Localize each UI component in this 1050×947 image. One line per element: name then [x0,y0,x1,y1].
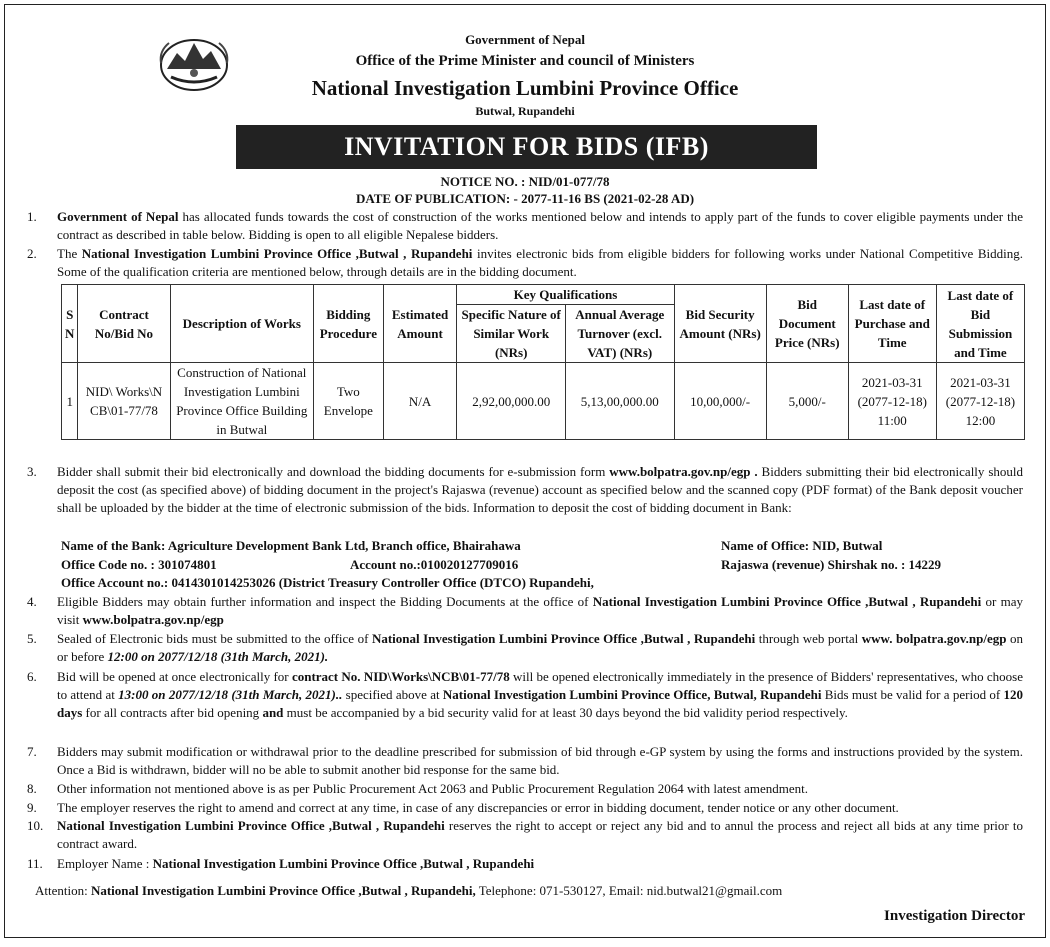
bolpatra-link[interactable]: www. bolpatra.gov.np/egp [861,631,1007,646]
table-row [62,363,1025,440]
para-text: Bidders submitting their bid electronically should deposit the cost (as specified above) of bidding document in the project's Rajaswa (revenue) account as specified below and the scanned copy (PDF format) of the Bank deposit voucher shall be uploaded by the bidder at the time of electronic submission of the bids. Information to deposit the cost of bidding document in Bank: [57,464,1023,515]
signature-title: Investigation Director [884,908,1025,924]
deadline-text: 12:00 on 2077/12/18 (31th March, 2021). [107,649,329,664]
para-number: 4. [27,594,37,609]
rajaswa-shirshak: Rajaswa (revenue) Shirshak no. : 14229 [721,557,942,572]
th-key-qual: Key Qualifications [457,285,674,305]
th-last-purchase: Last date of Purchase and Time [848,285,936,363]
para-bold: National Investigation Lumbini Province Office ,Butwal , Rupandehi [81,246,473,261]
para-number: 5. [27,631,37,646]
para-number: 11. [27,856,43,871]
cell-security: 10,00,000/- [674,363,766,440]
th-last-submission: Last date of Bid Submission and Time [936,285,1024,363]
cell-nature: 2,92,00,000.00 [457,363,566,440]
para-7 [27,743,1023,779]
para-1 [27,208,1023,244]
para-8 [27,780,1023,798]
bolpatra-link[interactable]: www.bolpatra.gov.np/egp . [609,464,758,479]
para-bold: Government of Nepal [57,209,179,224]
ifb-banner: INVITATION FOR BIDS (IFB) [236,125,817,169]
cell-last-submission: 2021-03-31 (2077-12-18) 12:00 [936,363,1024,440]
office-title: Office of the Prime Minister and council of Ministers [355,53,695,69]
para-text: or may visit [57,594,1023,627]
para-text: reserves the right to accept or reject any bid and to annul the process and reject all bids at any time prior to contract award. [57,818,1024,851]
para-10 [27,817,1024,853]
cell-procedure: Two Envelope [314,363,384,440]
para-text: Bidder shall submit their bid electronically and download the bidding documents for e-submission form [57,464,610,479]
para-bold: National Investigation Lumbini Province Office ,Butwal , Rupandehi [592,594,982,609]
para-text: Bidders may submit modification or withdrawal prior to the deadline prescribed for submission of bid through e-GP system by using the forms and instructions provided by the system. Once a Bid is withdrawn, bidder will no be able to submit another bid response for the same bid. [57,744,1023,777]
para-text: specified above at [342,687,443,702]
para-text: for all contracts after bid opening [82,705,263,720]
bolpatra-link[interactable]: www.bolpatra.gov.np/egp [82,612,224,627]
cell-turnover: 5,13,00,000.00 [565,363,674,440]
contract-number: contract No. NID\Works\NCB\01-77/78 [291,669,510,684]
para-text: invites electronic bids from eligible bidders for following works under National Competitive Bidding. Some of the qualification criteria are mentioned below, through details are in the bidding document. [57,246,1024,279]
para-number: 6. [27,669,37,684]
para-text: Employer Name : [57,856,153,871]
office-code: Office Code no. : 301074801 [61,557,217,572]
office-account: Office Account no.: 0414301014253026 (District Treasury Controller Office (DTCO) Rupandehi, [61,575,594,590]
para-text: through web portal [755,631,862,646]
account-no: Account no.:010020127709016 [350,557,519,572]
cell-desc: Construction of National Investigation Lumbini Province Office Building in Butwal [170,363,313,440]
para-bold: National Investigation Lumbini Province Office ,Butwal , Rupandehi [152,856,535,871]
para-text: The employer reserves the right to amend and correct at any time, in case of any discrepancies or error in bidding document, tender notice or any other document. [57,800,899,815]
bank-name: Name of the Bank: Agriculture Development Bank Ltd, Branch office, Bhairahawa [61,538,521,553]
para-bold: National Investigation Lumbini Province Office, Butwal, Rupandehi [442,687,822,702]
cell-doc-price: 5,000/- [766,363,848,440]
th-nature: Specific Nature of Similar Work (NRs) [457,305,566,363]
publication-date: DATE OF PUBLICATION: - 2077-11-16 BS (2021-02-28 AD) [355,191,695,206]
attention-label: Attention: [35,883,91,898]
attention-line [35,882,782,900]
para-text: on or before [57,631,1024,664]
th-procedure: Bidding Procedure [314,285,384,363]
para-bold: National Investigation Lumbini Province Office ,Butwal , Rupandehi [371,631,756,646]
para-text: Sealed of Electronic bids must be submitted to the office of [57,631,372,646]
office-name: Name of Office: NID, Butwal [721,538,883,553]
para-11 [27,855,1023,873]
th-contract: Contract No/Bid No [78,285,170,363]
cell-estimated: N/A [383,363,457,440]
para-4 [27,593,1023,629]
th-doc-price: Bid Document Price (NRs) [766,285,848,363]
location: Butwal, Rupandehi [475,104,575,118]
cell-sn: 1 [62,363,78,440]
para-text: Other information not mentioned above is as per Public Procurement Act 2063 and Public Procurement Regulation 2064 with latest amendment. [57,781,808,796]
org-title: National Investigation Lumbini Province Office [311,76,739,100]
para-text: has allocated funds towards the cost of construction of the works mentioned below and intends to apply part of the funds to cover eligible payments under the contract as described in table below. Bidding is open to all eligible Nepalese bidders. [57,209,1023,242]
validity-days: 120 days [57,687,1024,720]
cell-last-purchase: 2021-03-31 (2077-12-18) 11:00 [848,363,936,440]
notice-page [4,4,1046,938]
th-sn: S N [62,285,78,363]
para-number: 10. [27,818,44,833]
attention-org: National Investigation Lumbini Province Office ,Butwal , Rupandehi, [90,883,476,898]
para-2 [27,245,1024,281]
th-estimated: Estimated Amount [383,285,457,363]
para-number: 8. [27,781,37,796]
th-desc: Description of Works [170,285,313,363]
para-text: Eligible Bidders may obtain further information and inspect the Bidding Documents at the office of [57,594,593,609]
para-text: will be opened electronically immediately in the presence of Bidders' representatives, who choose to attend at [57,669,1023,702]
para-number: 1. [27,209,37,224]
opening-time: 13:00 on 2077/12/18 (31th March, 2021).. [118,687,343,702]
para-bold: and [262,705,284,720]
gov-title: Government of Nepal [465,32,585,47]
cell-contract: NID\ Works\N CB\01-77/78 [78,363,170,440]
para-text: Bid will be opened at once electronically for [57,669,292,684]
para-number: 9. [27,800,37,815]
para-text: must be accompanied by a bid security valid for at least 30 days beyond the bid validity period respectively. [283,705,848,720]
para-bold: National Investigation Lumbini Province Office ,Butwal , Rupandehi [57,818,445,833]
para-number: 7. [27,744,37,759]
th-security: Bid Security Amount (NRs) [674,285,766,363]
para-6 [27,668,1024,722]
para-text: Bids must be valid for a period of [821,687,1004,702]
notice-number: NOTICE NO. : NID/01-077/78 [440,174,610,189]
bids-table [61,284,1025,440]
para-5 [27,630,1024,666]
table-header-row [62,285,1025,305]
para-9 [27,799,1023,817]
th-turnover: Annual Average Turnover (excl. VAT) (NRs) [565,305,674,363]
para-number: 3. [27,464,37,479]
para-3 [27,463,1023,517]
contact-info: Telephone: 071-530127, Email: nid.butwal21@gmail.com [475,883,783,898]
para-number: 2. [27,246,37,261]
para-text: The [57,246,82,261]
